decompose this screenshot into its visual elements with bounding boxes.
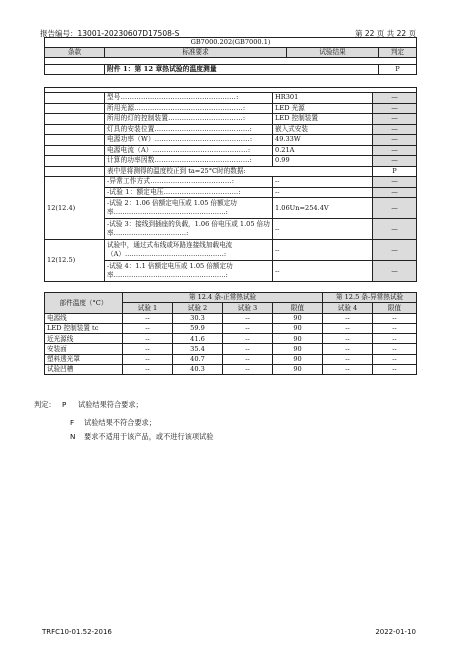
row-verdict: — [373, 114, 417, 125]
clause-cell [45, 156, 105, 167]
cell: 35.4 [173, 344, 223, 354]
row-value: LED 光源 [273, 103, 373, 114]
col-result: 试验结果 [287, 48, 379, 58]
table-row [45, 344, 417, 354]
clause-cell [45, 166, 105, 177]
test-value: -- [273, 261, 373, 282]
test-verdict: — [373, 187, 417, 198]
row-label: 所用的灯的控制装置……………………………: [105, 114, 273, 125]
cell: 90 [273, 313, 323, 323]
row-label: 电源电流（A）……………………………………: [105, 145, 273, 156]
cell: 30.3 [173, 313, 223, 323]
cell: -- [373, 334, 417, 344]
table-row [45, 323, 417, 333]
test-label: 试验中，通过式布线或环路连接线加载电流（A）………………………………………: [105, 240, 273, 261]
cell: -- [223, 313, 273, 323]
page-indicator: 第 22 页 共 22 页 [354, 29, 416, 38]
form-number: TRFC10-01.52-2016 [42, 628, 112, 636]
cell: 40.7 [173, 354, 223, 364]
cell: 90 [273, 334, 323, 344]
test-value: -- [273, 240, 373, 261]
row-value: 0.99 [273, 156, 373, 167]
cell: -- [373, 344, 417, 354]
cell: -- [123, 313, 173, 323]
test-label: -试验 1：额定电压……………………………: [105, 187, 273, 198]
row-verdict: — [373, 103, 417, 114]
spacer-row [45, 58, 417, 65]
verdict-text-f: 试验结果不符合要求； [84, 418, 156, 427]
row-value: LED 控制装置 [273, 114, 373, 125]
test-value: -- [273, 177, 373, 188]
table-row [45, 354, 417, 364]
cell: -- [223, 354, 273, 364]
verdict-code-p: P [62, 400, 67, 409]
clause-cell [45, 135, 105, 146]
cell: -- [123, 323, 173, 333]
table-row [45, 365, 417, 375]
cell: -- [123, 354, 173, 364]
cell: 90 [273, 344, 323, 354]
test-label: -试验 2：1.06 倍额定电压或 1.05 倍额定功率……………………………………………: [105, 198, 273, 219]
standard-header-table [44, 37, 417, 75]
test-verdict: — [373, 261, 417, 282]
verdict-text-n: 要求不适用于该产品，或不进行该项试验 [84, 432, 214, 441]
cell: -- [323, 344, 373, 354]
standard-title: GB7000.202(GB7000.1) [45, 38, 417, 48]
part-name: 电源线 [45, 313, 123, 323]
col-requirement: 标准要求 [105, 48, 287, 58]
row-verdict: P [373, 166, 417, 177]
clause-cell [45, 93, 105, 104]
test-verdict: — [373, 198, 417, 219]
report-number: 报告编号：13001-20230607D17508-S [40, 29, 180, 38]
cell: -- [323, 334, 373, 344]
cell: 90 [273, 323, 323, 333]
cell: -- [373, 354, 417, 364]
group-normal-header: 第 12.4 条-正常热试验 [123, 293, 323, 303]
table-row [45, 313, 417, 323]
verdict-text-p: 试验结果符合要求； [78, 400, 143, 409]
clause-cell [45, 124, 105, 135]
cell: 59.9 [173, 323, 223, 333]
clause-cell [45, 114, 105, 125]
test-value: -- [273, 187, 373, 198]
row-label: 型号……………………………………………: [105, 93, 273, 104]
verdict-legend-title: 判定： [34, 400, 56, 409]
row-value: 嵌入式安装 [273, 124, 373, 135]
cell: -- [223, 365, 273, 375]
clause-cell [45, 103, 105, 114]
appendix-verdict: P [379, 65, 417, 75]
sub-header: 限值 [373, 303, 417, 313]
row-verdict: — [373, 156, 417, 167]
clause-12-5: 12(12.5) [45, 240, 105, 282]
cell: -- [223, 323, 273, 333]
part-header: 部件温度（°C） [45, 293, 123, 314]
clause-cell [45, 145, 105, 156]
verdict-code-n: N [70, 432, 76, 441]
table-row [45, 334, 417, 344]
part-name: 塑料透光罩 [45, 354, 123, 364]
sub-header: 试验 4 [323, 303, 373, 313]
cell: -- [223, 344, 273, 354]
test-value: -- [273, 219, 373, 240]
row-label: 灯具的安装位置……………………………………: [105, 124, 273, 135]
clause-12-4: 12(12.4) [45, 177, 105, 240]
cell: -- [373, 365, 417, 375]
row-label: 表中是将测得的温度校正到 ta=25°C时的数据: [105, 166, 373, 177]
test-label: -试验 3：接线到插座的负载，1.06 倍电压或 1.05 倍功率……………………………: [105, 219, 273, 240]
cell: -- [123, 344, 173, 354]
cell: -- [123, 365, 173, 375]
part-name: 安装面 [45, 344, 123, 354]
cell: -- [323, 313, 373, 323]
part-name: LED 控制装置 tc [45, 323, 123, 333]
test-verdict: — [373, 177, 417, 188]
col-clause: 条款 [45, 48, 105, 58]
verdict-code-f: F [70, 418, 75, 427]
row-verdict: — [373, 145, 417, 156]
test-label: -异常工作方式………………………………: [105, 177, 273, 188]
test-label: -试验 4：1.1 倍额定电压或 1.05 倍额定功率……………………………………………: [105, 261, 273, 282]
footer-date: 2022-01-10 [375, 628, 416, 636]
cell: -- [323, 365, 373, 375]
row-label: 所用光源…………………………………………: [105, 103, 273, 114]
row-label: 计算的功率因数……………………………………: [105, 156, 273, 167]
test-value: 1.06Un=254.4V [273, 198, 373, 219]
group-abnormal-header: 第 12.5 条-异常热试验 [323, 293, 417, 303]
col-verdict: 判定 [379, 48, 417, 58]
temperature-table [44, 292, 417, 375]
row-value: HR301 [273, 93, 373, 104]
sub-header: 试验 1 [123, 303, 173, 313]
cell: 90 [273, 354, 323, 364]
test-verdict: — [373, 219, 417, 240]
sub-header: 试验 2 [173, 303, 223, 313]
cell: -- [323, 354, 373, 364]
cell: -- [373, 323, 417, 333]
row-value: 49.33W [273, 135, 373, 146]
sub-header: 试验 3 [223, 303, 273, 313]
cell: 40.3 [173, 365, 223, 375]
row-verdict: — [373, 135, 417, 146]
conditions-table [44, 87, 417, 282]
cell: 90 [273, 365, 323, 375]
cell: -- [323, 323, 373, 333]
row-label: 电源功率（W）……………………………………: [105, 135, 273, 146]
row-verdict: — [373, 124, 417, 135]
cell: -- [373, 313, 417, 323]
appendix-clause-cell [45, 65, 105, 75]
row-value: 0.21A [273, 145, 373, 156]
part-name: 近光源线 [45, 334, 123, 344]
cell: -- [223, 334, 273, 344]
appendix-title: 附件 1：第 12 章热试验的温度测量 [105, 65, 379, 75]
part-name: 试验凹槽 [45, 365, 123, 375]
cell: 41.6 [173, 334, 223, 344]
row-verdict: — [373, 93, 417, 104]
test-verdict: — [373, 240, 417, 261]
cell: -- [123, 334, 173, 344]
sub-header: 限值 [273, 303, 323, 313]
